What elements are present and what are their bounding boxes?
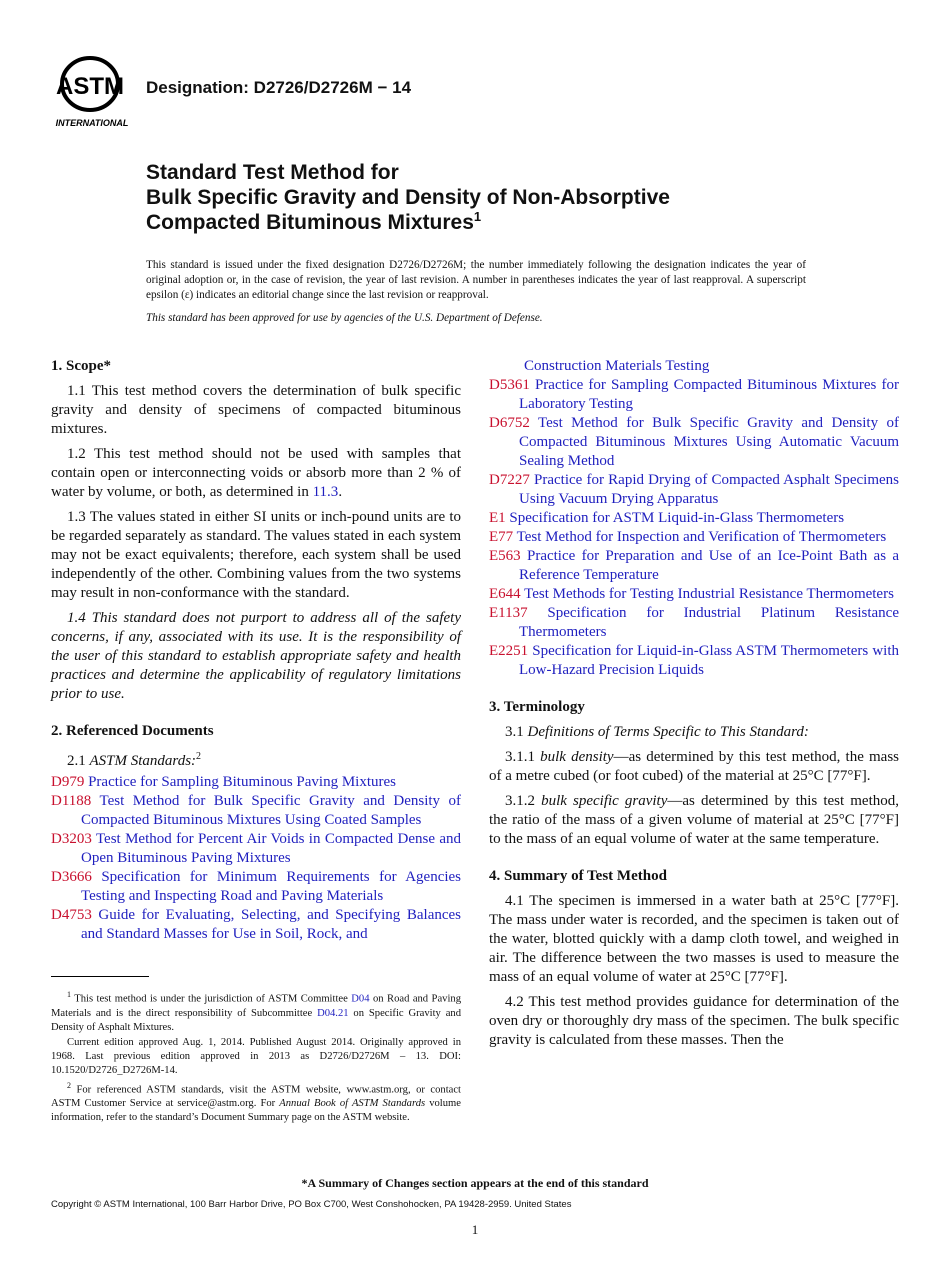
reference-item[interactable] xyxy=(51,830,461,868)
footnote-2-mark: 2 xyxy=(67,1080,71,1090)
scope-1-1: 1.1 This test method covers the determination of bulk specific gravity and density of specimens of compacted bituminous mixtures. xyxy=(51,383,461,437)
footnote-1-text-c: on Specific Gravity and Density of Asphalt Mixtures. xyxy=(51,1007,461,1033)
reference-title[interactable]: Practice for Preparation and Use of an Ice-Point Bath as a Reference Temperature xyxy=(519,548,900,583)
reference-continued[interactable]: Construction Materials Testing xyxy=(524,358,710,374)
reference-code[interactable]: D4753 xyxy=(51,907,92,923)
reference-title[interactable]: Specification for Industrial Platinum Resistance Thermometers xyxy=(519,605,900,640)
designation: Designation: D2726/D2726M − 14 xyxy=(146,78,412,97)
reference-item[interactable] xyxy=(489,604,899,642)
reference-title[interactable]: Test Method for Percent Air Voids in Compacted Dense and Open Bituminous Paving Mixtures xyxy=(81,831,461,866)
reference-code[interactable]: E563 xyxy=(489,548,521,564)
terminology-3-1-1 xyxy=(489,748,899,786)
terminology-heading: 3. Terminology xyxy=(489,699,585,715)
scope-1-4 xyxy=(51,609,461,704)
term-3-1-2-num: 3.1.2 xyxy=(505,793,542,809)
footnote-1-mark: 1 xyxy=(67,990,71,999)
reference-code[interactable]: E2251 xyxy=(489,643,529,659)
page-number: 1 xyxy=(471,1222,479,1237)
issuance-notice: This standard is issued under the fixed designation D2726/D2726M; the number immediately following the designation indicates the year of original adoption or, in the case of revision, the year of last revision. A number in parentheses indicates the year of last reapproval. A superscript epsilon (ε) indicates an editorial change since the last revision or reapproval. xyxy=(146,259,806,301)
reference-item[interactable] xyxy=(51,906,461,944)
footnote-rule xyxy=(51,976,149,977)
copyright: Copyright © ASTM International, 100 Barr Harbor Drive, PO Box C700, West Conshohocken, PA 19428-2959. United States xyxy=(51,1199,572,1210)
scope-1-2-text: 1.2 This test method should not be used with samples that contain open or interconnecting voids or absorb more than 2 % of water by volume, or both, as determined in xyxy=(51,446,461,500)
reference-item[interactable] xyxy=(51,792,461,830)
refs-sub-sup: 2 xyxy=(196,751,202,762)
term-3-1-label: Definitions of Terms Specific to This Standard: xyxy=(527,724,809,740)
subcommittee-d04-21-link[interactable]: D04.21 xyxy=(317,1007,349,1019)
section-referenced-documents xyxy=(51,722,461,944)
reference-item[interactable] xyxy=(489,585,899,604)
section-terminology xyxy=(489,698,899,849)
scope-heading: 1. Scope* xyxy=(51,358,111,374)
title-footnote-mark: 1 xyxy=(473,209,482,224)
scope-1-2 xyxy=(51,445,461,502)
reference-item[interactable] xyxy=(489,547,899,585)
section-scope xyxy=(51,357,461,704)
terminology-3-1-2 xyxy=(489,792,899,849)
document-title xyxy=(146,160,846,235)
terminology-3-1 xyxy=(489,723,899,742)
reference-title[interactable]: Practice for Rapid Drying of Compacted Asphalt Specimens Using Vacuum Drying Apparatus xyxy=(519,472,900,507)
summary-of-changes-note: *A Summary of Changes section appears at the end of this standard xyxy=(301,1176,649,1190)
reference-list-right xyxy=(489,376,899,680)
title-line-3: Compacted Bituminous Mixtures xyxy=(146,211,474,234)
reference-item[interactable] xyxy=(489,528,899,547)
footnote-1 xyxy=(51,988,461,1035)
reference-code[interactable]: D3666 xyxy=(51,869,92,885)
summary-heading: 4. Summary of Test Method xyxy=(489,868,667,884)
committee-d04-link[interactable]: D04 xyxy=(351,993,370,1005)
reference-title[interactable]: Practice for Sampling Bituminous Paving Mixtures xyxy=(88,774,396,790)
term-3-1-num: 3.1 xyxy=(505,724,528,740)
term-bulk-density-def: —as determined by this test method, the mass of a metre cubed (or foot cubed) of the material at 25°C [77°F]. xyxy=(489,749,899,784)
reference-title[interactable]: Test Method for Bulk Specific Gravity and Density of Compacted Bituminous Mixtures Using Automatic Vacuum Sealing Method xyxy=(519,415,899,469)
term-bulk-specific-gravity: bulk specific gravity xyxy=(541,793,668,809)
reference-code[interactable]: D6752 xyxy=(489,415,530,431)
term-bulk-density: bulk density xyxy=(540,749,614,765)
reference-title[interactable]: Test Method for Inspection and Verification of Thermometers xyxy=(516,529,887,545)
reference-item[interactable] xyxy=(51,773,461,792)
reference-code[interactable]: E1137 xyxy=(489,605,528,621)
reference-item[interactable] xyxy=(51,868,461,906)
reference-title[interactable]: Test Method for Bulk Specific Gravity and Density of Compacted Bituminous Mixtures Using Coated Samples xyxy=(81,793,461,828)
reference-title[interactable]: Specification for ASTM Liquid-in-Glass Thermometers xyxy=(509,510,845,526)
reference-title[interactable]: Practice for Sampling Compacted Bituminous Mixtures for Laboratory Testing xyxy=(519,377,899,412)
reference-code[interactable]: D1188 xyxy=(51,793,92,809)
reference-code[interactable]: E1 xyxy=(489,510,506,526)
left-column xyxy=(51,357,461,958)
reference-item[interactable] xyxy=(489,414,899,471)
reference-code[interactable]: E644 xyxy=(489,586,521,602)
footnote-2-em: Annual Book of ASTM Standards xyxy=(279,1098,426,1110)
section-11-3-link[interactable]: 11.3 xyxy=(312,484,339,500)
refs-heading: 2. Referenced Documents xyxy=(51,723,214,739)
logo-subtext: INTERNATIONAL xyxy=(55,118,129,128)
title-line-1: Standard Test Method for xyxy=(146,161,399,184)
scope-1-2-end: . xyxy=(338,484,343,500)
scope-1-4-text: 1.4 This standard does not purport to address all of the safety concerns, if any, associated with its use. It is the responsibility of the user of this standard to establish appropriate safety and health practices and determine the applicability of regulatory limitations prior to use. xyxy=(51,610,461,702)
reference-item[interactable] xyxy=(489,471,899,509)
refs-sub-label: ASTM Standards: xyxy=(89,753,197,769)
reference-title[interactable]: Specification for Liquid-in-Glass ASTM Thermometers with Low-Hazard Precision Liquids xyxy=(519,643,900,678)
refs-sub-num: 2.1 xyxy=(67,753,90,769)
title-line-2: Bulk Specific Gravity and Density of Non-Absorptive xyxy=(146,186,670,209)
footnote-2-text-b: volume information, refer to the standard’s Document Summary page on the ASTM website. xyxy=(51,1098,461,1124)
reference-item[interactable] xyxy=(489,376,899,414)
astm-logo-icon xyxy=(48,52,136,132)
term-bulk-specific-gravity-def: —as determined by this test method, the ratio of the mass of a given volume of material at 25°C [77°F] to the mass of an equal volume of water at the same temperature. xyxy=(489,793,900,847)
footnote-2 xyxy=(51,1079,461,1126)
summary-4-2: 4.2 This test method provides guidance for determination of the oven dry or thoroughly dry mass of the specimen. The bulk specific gravity is calculated from these masses. Then the xyxy=(489,994,899,1048)
reference-item[interactable] xyxy=(489,509,899,528)
reference-code[interactable]: D979 xyxy=(51,774,85,790)
section-summary xyxy=(489,867,899,1050)
reference-code[interactable]: D3203 xyxy=(51,831,92,847)
logo-text: ASTM xyxy=(56,73,124,100)
right-column xyxy=(489,357,899,1064)
footnote-1-text-b: on Road and Paving Materials and is the direct responsibility of Subcommittee xyxy=(51,993,461,1019)
dod-approval-note: This standard has been approved for use by agencies of the U.S. Department of Defense. xyxy=(146,312,543,324)
reference-code[interactable]: D7227 xyxy=(489,472,530,488)
footnote-1-text-a: This test method is under the jurisdiction of ASTM Committee xyxy=(71,993,352,1005)
reference-list-left xyxy=(51,773,461,944)
reference-title[interactable]: Specification for Minimum Requirements for Agencies Testing and Inspecting Road and Paving Materials xyxy=(81,869,462,904)
footnote-1-edition: Current edition approved Aug. 1, 2014. Published August 2014. Originally approved in 1968. Last previous edition approved in 2013 as D2726/D2726M – 13. DOI: 10.1520/D2726_D2726M-14. xyxy=(51,1036,461,1076)
scope-1-3: 1.3 The values stated in either SI units or inch-pound units are to be regarded separately as standard. The values stated in each system may not be exact equivalents; therefore, each system shall be used independently of the other. Combining values from the two systems may result in non-conformance with the standard. xyxy=(51,509,461,601)
summary-4-1: 4.1 The specimen is immersed in a water bath at 25°C [77°F]. The mass under water is recorded, and the specimen is taken out of the water, blotted quickly with a damp cloth towel, and weighed in air. The difference between the two masses is used to measure the mass of an equal volume of water at 25°C [77°F]. xyxy=(489,893,899,985)
reference-title[interactable]: Test Methods for Testing Industrial Resistance Thermometers xyxy=(524,586,894,602)
reference-code[interactable]: E77 xyxy=(489,529,514,545)
reference-item[interactable] xyxy=(489,642,899,680)
refs-subheading xyxy=(51,747,461,771)
reference-code[interactable]: D5361 xyxy=(489,377,530,393)
footnotes xyxy=(51,988,461,1126)
term-3-1-1-num: 3.1.1 xyxy=(505,749,541,765)
footnote-2-text-a: For referenced ASTM standards, visit the ASTM website, www.astm.org, or contact ASTM Customer Service at service@astm.org. For xyxy=(51,1084,461,1110)
reference-title[interactable]: Guide for Evaluating, Selecting, and Specifying Balances and Standard Masses for Use in Soil, Rock, and xyxy=(81,907,462,942)
astm-logo xyxy=(48,52,136,132)
